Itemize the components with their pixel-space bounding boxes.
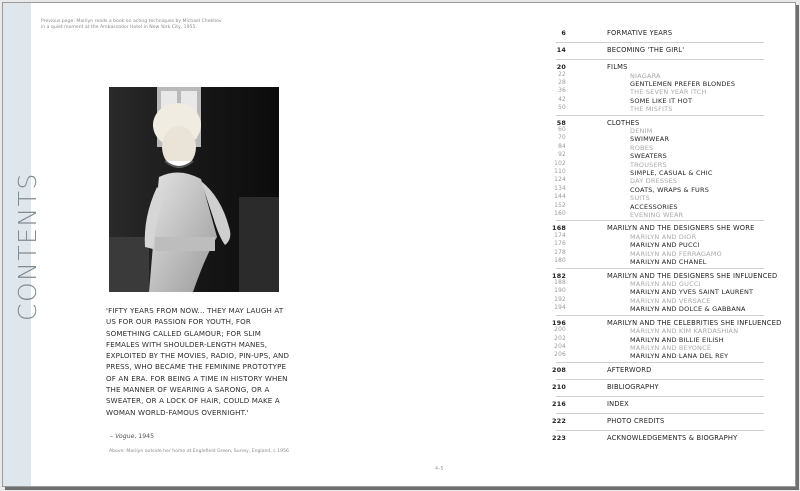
toc-title: CLOTHES — [607, 118, 640, 127]
toc-page-number: 223 — [552, 433, 566, 442]
toc-page-number: 204 — [554, 343, 566, 350]
toc-page-number: 180 — [554, 258, 566, 265]
toc-page-number: 202 — [554, 335, 566, 342]
toc-title: MARILYN AND CHANEL — [630, 258, 707, 267]
contents-title: CONTENTS — [13, 172, 42, 321]
toc-title: FILMS — [607, 63, 628, 71]
toc-title: MARILYN AND PUCCI — [630, 241, 700, 250]
toc-page-number: 160 — [554, 211, 566, 217]
toc-page-number: 134 — [554, 185, 566, 192]
toc-title: MARILYN AND VERSACE — [630, 296, 711, 305]
toc-title: NIAGARA — [630, 71, 661, 80]
toc-page-number: 194 — [554, 305, 566, 312]
toc-title: COATS, WRAPS & FURS — [630, 185, 710, 194]
toc-title: SUITS — [630, 194, 650, 203]
toc-page-number: 110 — [554, 169, 566, 175]
toc-page-number: 14 — [556, 46, 566, 54]
toc-title: AFTERWORD — [607, 365, 652, 374]
page-folio: 4–5 — [435, 467, 444, 472]
toc-title: FORMATIVE YEARS — [607, 29, 673, 37]
marilyn-photo — [109, 87, 279, 292]
toc-page-number: 216 — [552, 399, 566, 408]
toc-page-number: 28 — [558, 79, 566, 86]
toc-divider — [556, 413, 764, 414]
toc-title: MARILYN AND YVES SAINT LAURENT — [630, 288, 754, 297]
attribution-source: Vogue — [115, 433, 135, 440]
toc-title: GENTLEMEN PREFER BLONDES — [630, 79, 736, 88]
toc-title: MARILYN AND THE CELEBRITIES SHE INFLUENCED — [607, 318, 782, 327]
toc-page-number: 20 — [556, 63, 566, 71]
toc-title: PHOTO CREDITS — [607, 416, 665, 425]
toc-title: ACKNOWLEDGEMENTS & BIOGRAPHY — [607, 433, 738, 442]
toc-page-number: 192 — [554, 296, 566, 303]
toc-title: EVENING WEAR — [630, 211, 684, 219]
toc-page-number: 190 — [554, 288, 566, 295]
toc-page-number: 50 — [558, 105, 566, 112]
toc-page-number: 188 — [554, 280, 566, 286]
toc-title: ROBES — [630, 143, 654, 152]
attribution-year: , 1945 — [134, 433, 155, 440]
toc-title: THE MISFITS — [630, 105, 673, 114]
photo-illustration — [109, 87, 279, 292]
toc-page-number: 92 — [558, 152, 566, 159]
toc-title: ACCESSORIES — [630, 202, 678, 211]
toc-page-number: 6 — [561, 29, 566, 37]
toc-page-number: 222 — [552, 416, 566, 425]
toc-title: DENIM — [630, 127, 653, 135]
toc-title: INDEX — [607, 399, 629, 408]
toc-page-number: 60 — [558, 127, 566, 133]
toc-title: MARILYN AND FERRAGAMO — [630, 249, 722, 258]
toc-title: BIBLIOGRAPHY — [607, 382, 659, 391]
toc-title: DAY DRESSES — [630, 177, 678, 186]
toc-page-number: 178 — [554, 249, 566, 256]
toc-page-number: 168 — [552, 224, 566, 233]
toc-page-number: 124 — [554, 177, 566, 184]
toc-page-number: 22 — [558, 71, 566, 78]
right-page — [399, 3, 795, 486]
attribution-dash: – — [110, 433, 116, 440]
toc-page-number: 58 — [556, 118, 566, 127]
toc-divider — [556, 268, 764, 269]
toc-divider — [556, 42, 764, 43]
toc-divider — [556, 59, 764, 60]
toc-title: MARILYN AND THE DESIGNERS SHE WORE — [607, 224, 755, 233]
toc-title: MARILYN AND BILLIE EILISH — [630, 335, 724, 344]
toc-divider — [556, 115, 764, 116]
toc-page-number: 210 — [552, 382, 566, 391]
toc-page-number: 176 — [554, 241, 566, 248]
toc-page-number: 174 — [554, 232, 566, 239]
toc-title: MARILYN AND BEYONCÉ — [630, 343, 712, 352]
toc-title: THE SEVEN YEAR ITCH — [630, 88, 707, 97]
photo-caption: Above: Marilyn outside her home at Englefield Green, Surrey, England, c.1956 — [109, 449, 289, 454]
toc-divider — [556, 396, 764, 397]
toc-page-number: 208 — [552, 365, 566, 374]
left-page — [3, 3, 399, 486]
toc-divider — [556, 220, 764, 221]
toc-title: MARILYN AND LANA DEL REY — [630, 352, 729, 361]
toc-page-number: 144 — [554, 194, 566, 201]
toc-page-number: 206 — [554, 352, 566, 359]
toc-divider — [556, 315, 764, 316]
toc-page-number: 182 — [552, 271, 566, 280]
toc-page-number: 200 — [554, 327, 566, 334]
toc-divider — [556, 362, 764, 363]
toc-title: MARILYN AND THE DESIGNERS SHE INFLUENCED — [607, 271, 778, 280]
toc-divider — [556, 430, 764, 431]
toc-title: MARILYN AND DOLCE & GABBANA — [630, 305, 746, 314]
toc-page-number: 36 — [558, 88, 566, 95]
toc-title: MARILYN AND KIM KARDASHIAN — [630, 327, 739, 336]
toc-title: SWEATERS — [630, 152, 667, 161]
toc-page-number: 196 — [552, 318, 566, 327]
toc-page-number: 152 — [554, 202, 566, 209]
toc-title: SOME LIKE IT HOT — [630, 96, 693, 105]
toc-title: SWIMWEAR — [630, 135, 670, 144]
book-spread — [2, 2, 796, 487]
toc-title: BECOMING 'THE GIRL' — [607, 46, 685, 54]
toc-divider — [556, 379, 764, 380]
toc-title: SIMPLE, CASUAL & CHIC — [630, 169, 713, 177]
toc-title: MARILYN AND DIOR — [630, 232, 697, 241]
toc-page-number: 102 — [554, 160, 566, 167]
previous-page-caption: Previous page: Marilyn reads a book on acting techniques by Michael Chekhov in a quiet moment at the Ambassador Hotel in New York City, 1955. — [41, 19, 222, 30]
quote-attribution — [110, 433, 154, 440]
toc-page-number: 70 — [558, 135, 566, 142]
toc-page-number: 42 — [558, 96, 566, 103]
toc-title: MARILYN AND GUCCI — [630, 280, 701, 288]
toc-page-number: 84 — [558, 143, 566, 150]
toc-title: TROUSERS — [630, 160, 667, 169]
epigraph-quote: 'FIFTY YEARS FROM NOW... THEY MAY LAUGH AT US FOR OUR PASSION FOR YOUTH, FOR SOMETHING CALLED GLAMOUR; FOR SLIM FEMALES WITH SHOULDER-LENGTH MANES, EXPLOITED BY THE MOVIES, RADIO, PIN-UPS, AND PRESS, WHO BECAME THE FEMININE PROTOTYPE OF AN ERA. FOR BEING A TIME IN HISTORY WHEN THE MANNER OF WEARING A SARONG, OR A SWEATER, OR A LOCK OF HAIR, COULD MAKE A WOMAN WORLD-FAMOUS OVERNIGHT.' — [106, 306, 290, 417]
